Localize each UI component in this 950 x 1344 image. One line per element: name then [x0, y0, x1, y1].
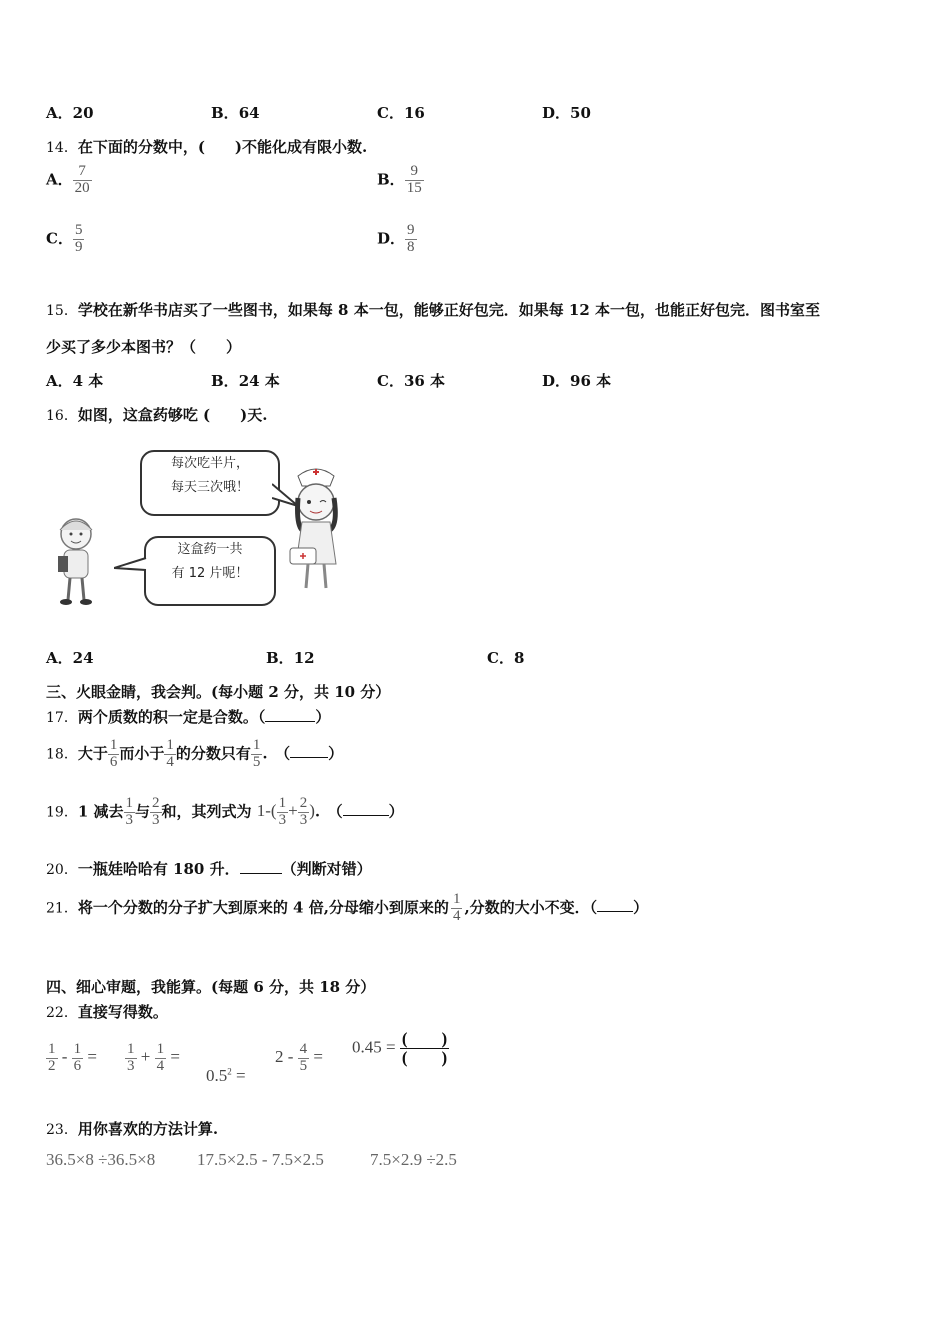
q16-question: 16．如图，这盒药够吃 ( )天. [46, 406, 268, 424]
bubble-tail [114, 550, 148, 580]
q20-question: 20．一瓶娃哈哈有 180 升． （判断对错） [46, 860, 372, 878]
q13-option-a: A．20 [46, 104, 94, 122]
q15-option-d: D．96 本 [542, 372, 612, 390]
q23-expression-1: 36.5×8 ÷36.5×8 [46, 1150, 156, 1169]
nurse-figure-icon [280, 464, 350, 594]
q16-option-c: C．8 [487, 649, 525, 667]
q14-option-b: B． $\frac{9}{15}$ [377, 163, 422, 196]
q15-option-b: B．24 本 [211, 372, 280, 390]
q13-option-c: C．16 [377, 104, 425, 122]
girl-figure-icon [50, 512, 100, 608]
q16-option-b: B．12 [266, 649, 315, 667]
q16-option-a: A．24 [46, 649, 94, 667]
section-3-title: 三、火眼金睛，我会判。(每小题 2 分，共 10 分） [46, 683, 391, 701]
q13-option-b: B．64 [211, 104, 260, 122]
q22-expression-5: 0.45 = $\frac{( )}{( )}$ [352, 1029, 448, 1067]
q22-expression-3: $0.5^2$ = [206, 1066, 246, 1085]
answer-blank [343, 814, 389, 816]
q19-question: 19．1 减去 $\frac{1}{3}$ 与 $\frac{2}{3}$ 和，其列式为 1-( $\frac{1}{3}$ + $\frac{2}{3}$ ). （ ） [46, 795, 404, 828]
q23-expression-3: 7.5×2.9 ÷2.5 [370, 1150, 457, 1169]
q22-question: 22．直接写得数。 [46, 1003, 168, 1021]
fraction: $\frac{2}{3}$ [152, 795, 160, 828]
q17-question: 17．两个质数的积一定是合数。（ ） [46, 708, 331, 726]
fraction: $\frac{9}{15}$ [406, 163, 422, 196]
q21-question: 21．将一个分数的分子扩大到原来的 4 倍,分母缩小到原来的 $\frac{1}{4}$ ,分数的大小不变．（ ） [46, 891, 649, 924]
answer-blank [597, 910, 633, 912]
q23-question: 23．用你喜欢的方法计算. [46, 1120, 219, 1138]
section-4-title: 四、细心审题，我能算。(每题 6 分，共 18 分） [46, 978, 376, 996]
answer-blank [240, 872, 282, 874]
fraction: $\frac{1}{4}$ [166, 737, 174, 770]
q15-question-line2: 少买了多少本图书？（ ） [46, 338, 242, 356]
q14-option-d: D． $\frac{9}{8}$ [377, 222, 415, 255]
fraction: $\frac{9}{8}$ [407, 222, 415, 255]
q23-expression-2: 17.5×2.5 - 7.5×2.5 [197, 1150, 324, 1169]
q19-expression: 1-( $\frac{1}{3}$ + $\frac{2}{3}$ ) [256, 795, 315, 828]
q15-question-line1: 15．学校在新华书店买了一些图书，如果每 8 本一包，能够正好包完．如果每 12 本一包，也能正好包完．图书室至 [46, 301, 821, 319]
fraction: $\frac{1}{5}$ [252, 737, 261, 770]
q15-option-c: C．36 本 [377, 372, 446, 390]
girl-speech-bubble: 这盒药一共 有 12 片呢！ [144, 536, 276, 606]
q18-question: 18．大于 $\frac{1}{6}$ 而小于 $\frac{1}{4}$ 的分数只有 $\frac{1}{5}$ . （ ） [46, 737, 344, 770]
q22-expression-4: 2 - $\frac{4}{5}$ = [275, 1041, 324, 1074]
answer-blank [290, 756, 328, 758]
nurse-speech-bubble: 每次吃半片， 每天三次哦！ [140, 450, 280, 516]
fraction: $\frac{1}{3}$ [125, 795, 133, 828]
answer-blank [265, 720, 315, 722]
fraction: $\frac{1}{6}$ [109, 737, 118, 770]
q14-question: 14．在下面的分数中，( )不能化成有限小数. [46, 138, 368, 156]
q13-option-d: D．50 [542, 104, 591, 122]
fraction: $\frac{7}{20}$ [74, 163, 90, 196]
q22-expression-1: $\frac{1}{2}$ - $\frac{1}{6}$ = [48, 1041, 98, 1074]
medicine-illustration [46, 440, 366, 620]
q14-option-c: C． $\frac{5}{9}$ [46, 222, 83, 255]
q14-option-a: A． $\frac{7}{20}$ [46, 163, 90, 196]
fraction: $\frac{1}{4}$ [452, 891, 461, 924]
fraction: $\frac{5}{9}$ [74, 222, 83, 255]
q15-option-a: A．4 本 [46, 372, 104, 390]
q22-expression-2: $\frac{1}{3}$ + $\frac{1}{4}$ = [127, 1041, 180, 1074]
